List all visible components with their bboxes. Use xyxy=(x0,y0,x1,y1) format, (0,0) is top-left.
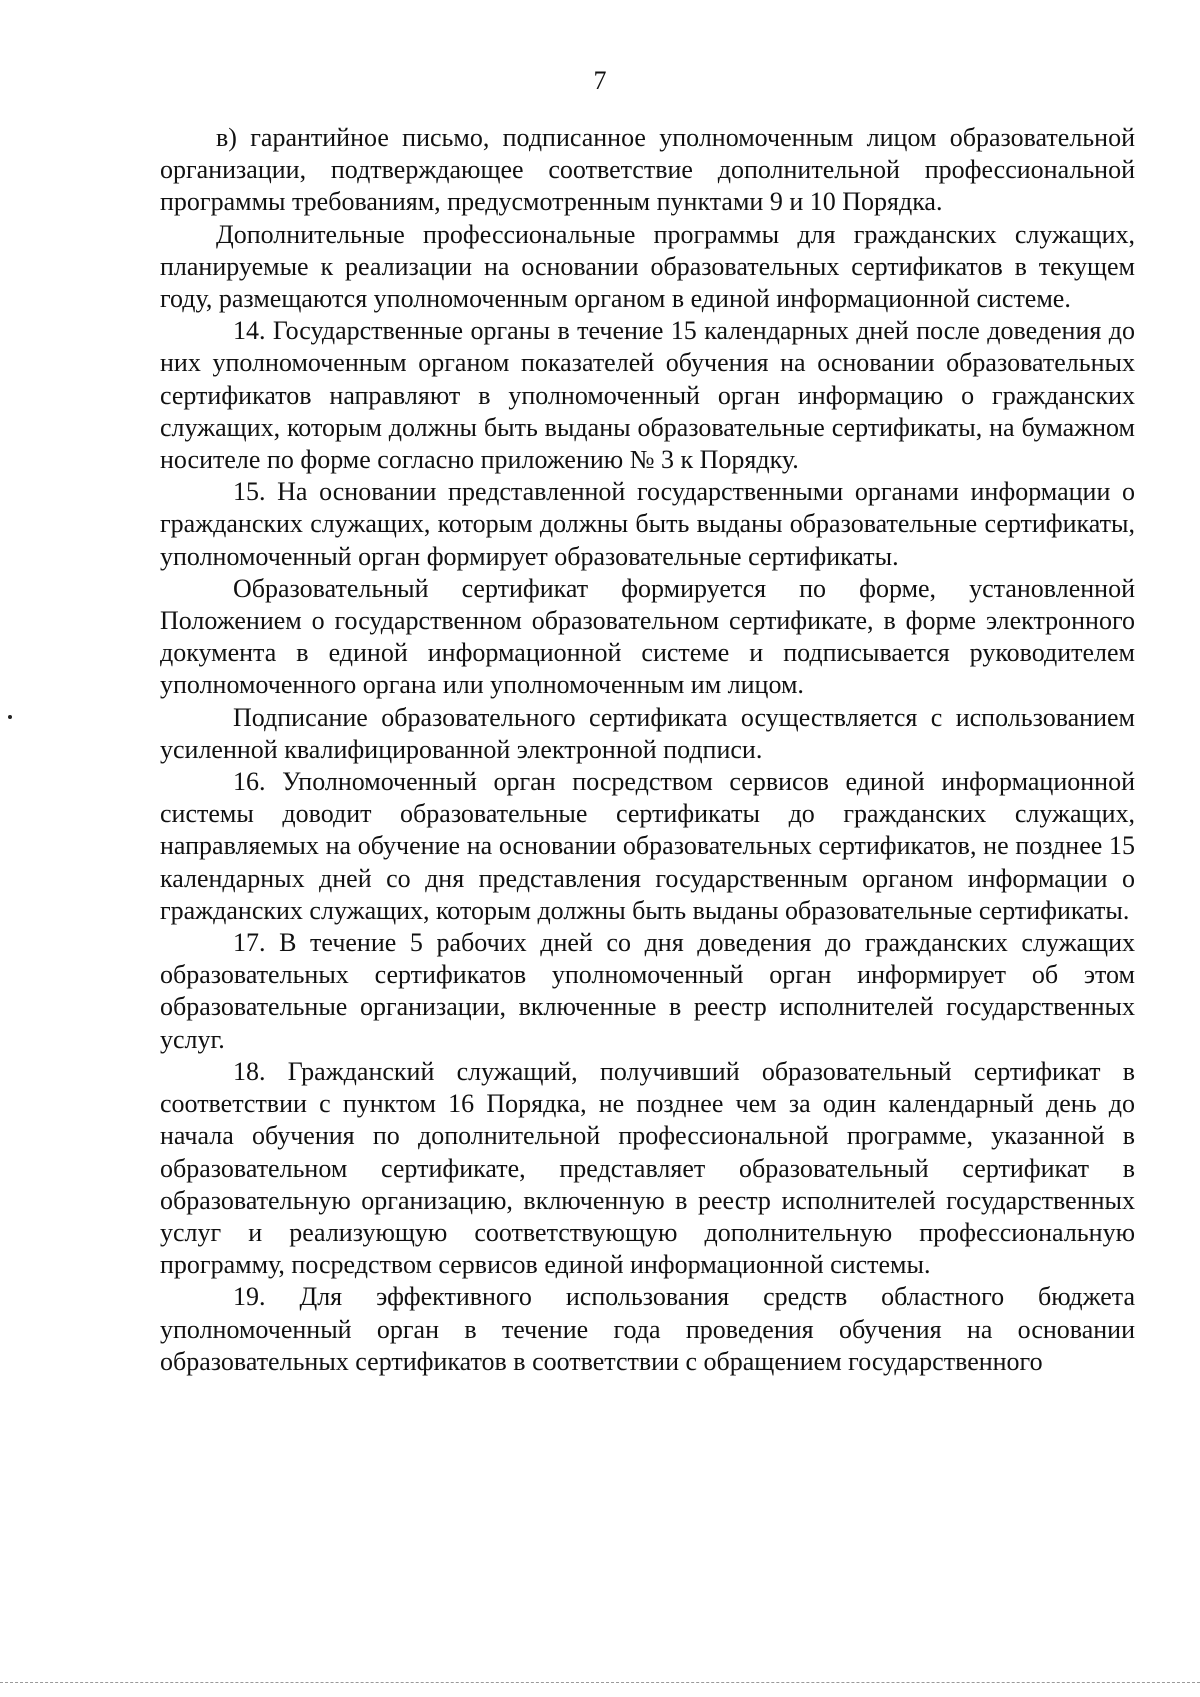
document-body xyxy=(160,122,1135,1378)
paragraph-item-14: 14. Государственные органы в течение 15 календарных дней после доведения до них уполномоченным органом показателей обучения на основании образовательных сертификатов направляют в уполномоченный орган информацию о гражданских служащих, которым должны быть выданы образовательные сертификаты, на бумажном носителе по форме согласно приложению № 3 к Порядку. xyxy=(160,316,1135,475)
paragraph-item-17: 17. В течение 5 рабочих дней со дня доведения до гражданских служащих образовательных сертификатов уполномоченный орган информирует об этом образовательные организации, включенные в реестр исполнителей государственных услуг. xyxy=(160,928,1135,1054)
paragraph-certificate-form: Образовательный сертификат формируется по форме, установленной Положением о государственном образовательном сертификате, в форме электронного документа в единой информационной системе и подписывается руководителем уполномоченного органа или уполномоченным им лицом. xyxy=(160,573,1135,700)
paragraph-guarantee-letter: в) гарантийное письмо, подписанное уполномоченным лицом образовательной организации, подтверждающее соответствие дополнительной профессиональной программы требованиям, предусмотренным пунктами 9 и 10 Порядка. xyxy=(160,123,1135,217)
paragraph-item-15: 15. На основании представленной государственными органами информации о гражданских служащих, которым должны быть выданы образовательные сертификаты, уполномоченный орган формирует образовательные сертификаты. xyxy=(160,477,1135,571)
paragraph-item-16: 16. Уполномоченный орган посредством сервисов единой информационной системы доводит образовательные сертификаты до гражданских служащих, направляемых на обучение на основании образовательных сертификатов, не позднее 15 календарных дней со дня представления государственным органом информации о гражданских служащих, которым должны быть выданы образовательные сертификаты. xyxy=(160,767,1135,925)
paragraph-item-19: 19. Для эффективного использования средств областного бюджета уполномоченный орган в течение года проведения обучения на основании образовательных сертификатов в соответствии с обращением государственного xyxy=(160,1282,1135,1376)
paragraph-programs-placement: Дополнительные профессиональные программы для гражданских служащих, планируемые к реализации на основании образовательных сертификатов в текущем году, размещаются уполномоченным органом в единой информационной системе. xyxy=(160,219,1135,314)
paragraph-certificate-signing: Подписание образовательного сертификата осуществляется с использованием усиленной квалифицированной электронной подписи. xyxy=(160,702,1135,764)
scan-speck xyxy=(8,715,12,719)
page-number: 7 xyxy=(593,66,607,95)
paragraph-item-18: 18. Гражданский служащий, получивший образовательный сертификат в соответствии с пунктом 16 Порядка, не позднее чем за один календарный день до начала обучения по дополнительной профессиональной программе, указанной в образовательном сертификате, представляет образовательный сертификат в образовательную организацию, включенную в реестр исполнителей государственных услуг и реализующую соответствующую дополнительную профессиональную программу, посредством сервисов единой информационной системы. xyxy=(160,1056,1135,1280)
scan-bottom-edge xyxy=(0,1682,1200,1683)
